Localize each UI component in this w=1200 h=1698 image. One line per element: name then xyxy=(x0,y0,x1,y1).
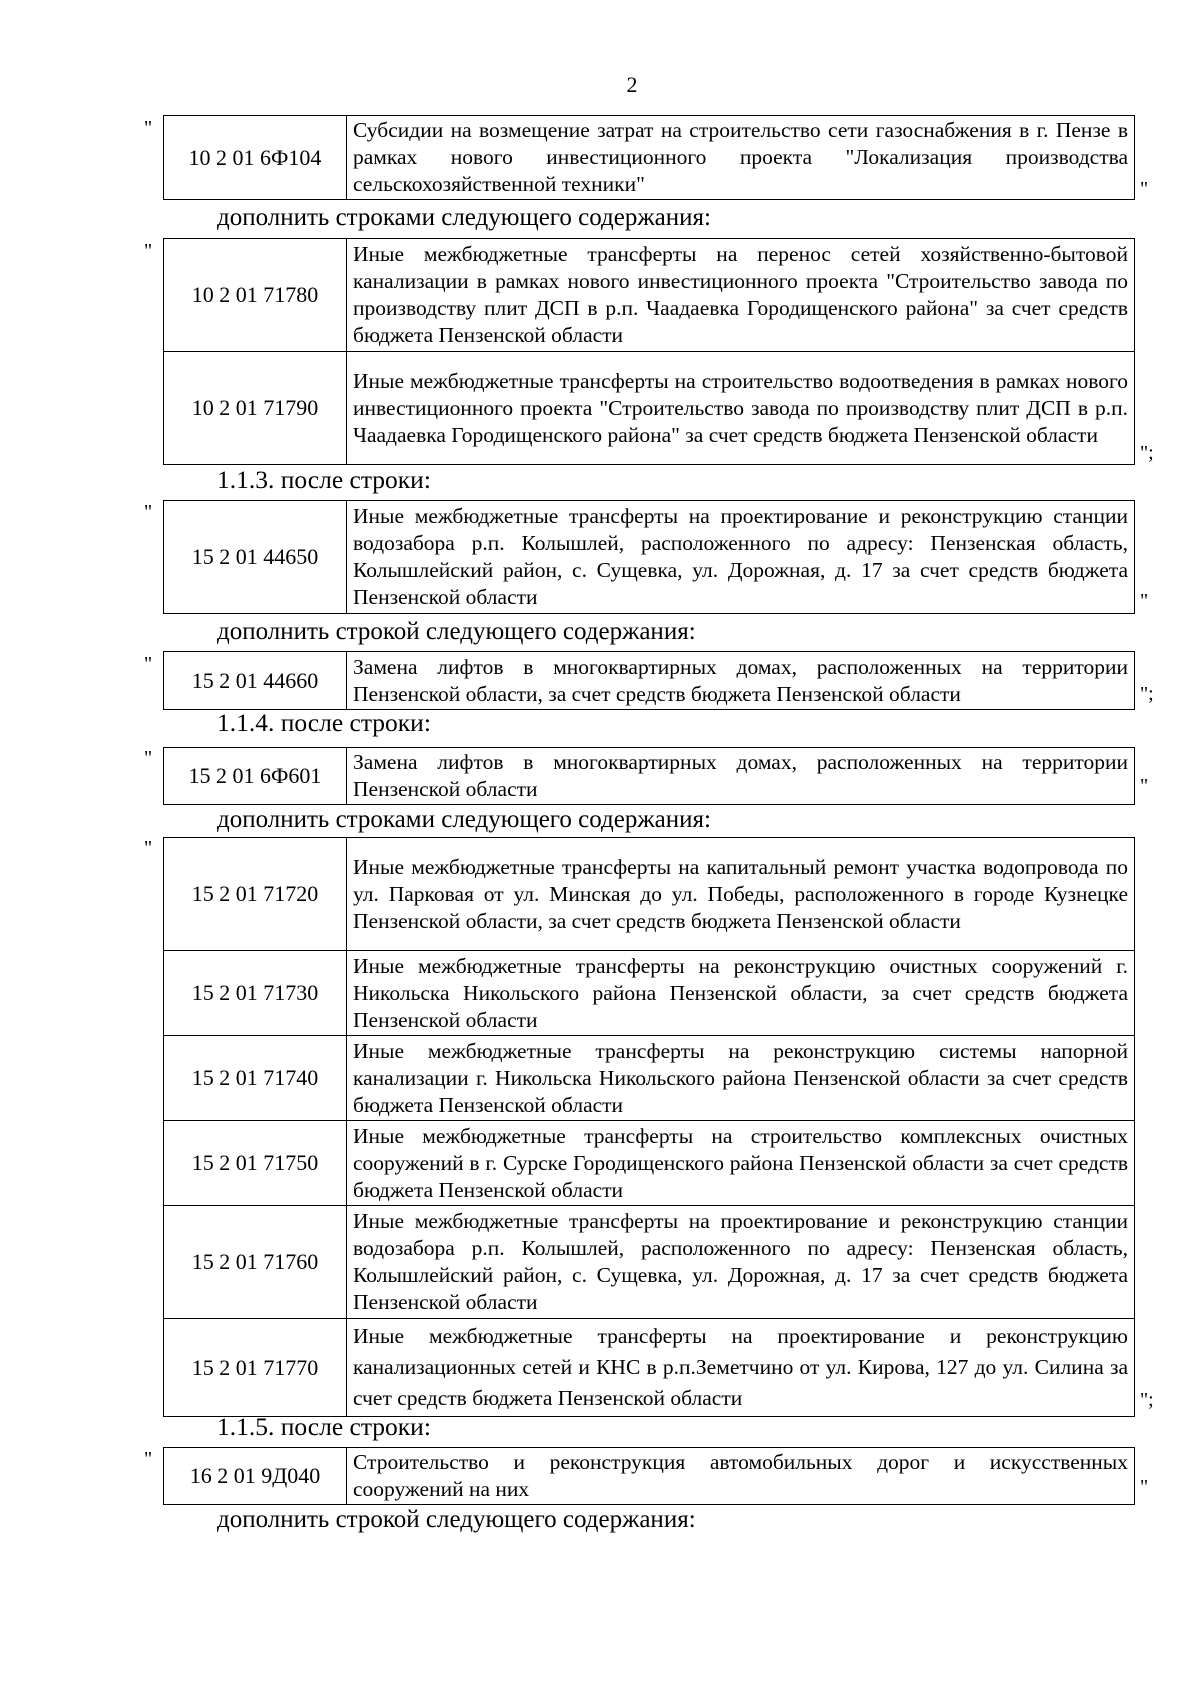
budget-description: Субсидии на возмещение затрат на строительство сети газоснабжения в г. Пензе в рамках нового инвестиционного проекта "Локализация производства сельскохозяйственной техники" xyxy=(347,116,1135,200)
closing-quote: "; xyxy=(1140,442,1154,464)
budget-description: Иные межбюджетные трансферты на строительство водоотведения в рамках нового инвестиционного проекта "Строительство завода по производству плит ДСП в р.п. Чаадаевка Городищенского района" за счет средств бюджета Пензенской области xyxy=(347,352,1135,465)
table-row xyxy=(164,239,1135,352)
budget-description: Иные межбюджетные трансферты на проектирование и реконструкцию станции водозабора р.п. Колышлей, расположенного по адресу: Пензенская область, Колышлейский район, с. Сущевка, ул. Дорожная, д. 17 за счет средств бюджета Пензенской области xyxy=(347,501,1135,614)
budget-description: Иные межбюджетные трансферты на проектирование и реконструкцию станции водозабора р.п. Колышлей, расположенного по адресу: Пензенская область, Колышлейский район, с. Сущевка, ул. Дорожная, д. 17 за счет средств бюджета Пензенской области xyxy=(347,1206,1135,1319)
budget-code: 10 2 01 71790 xyxy=(164,352,347,465)
budget-code: 15 2 01 44660 xyxy=(164,652,347,710)
budget-table-5 xyxy=(163,747,1135,805)
budget-description: Иные межбюджетные трансферты на перенос сетей хозяйственно-бытовой канализации в рамках нового инвестиционного проекта "Строительство завода по производству плит ДСП в р.п. Чаадаевка Городищенского района" за счет средств бюджета Пензенской области xyxy=(347,239,1135,352)
budget-code: 15 2 01 6Ф601 xyxy=(164,748,347,805)
closing-quote: " xyxy=(1140,590,1149,612)
budget-code: 10 2 01 71780 xyxy=(164,239,347,352)
page-number: 2 xyxy=(626,72,638,97)
budget-code: 15 2 01 71750 xyxy=(164,1121,347,1206)
table-row xyxy=(164,1036,1135,1121)
budget-table-4 xyxy=(163,651,1135,710)
closing-quote: " xyxy=(1140,178,1149,200)
section-1-1-3-heading: 1.1.3. после строки: xyxy=(217,465,431,494)
opening-quote: " xyxy=(144,117,153,139)
table-row xyxy=(164,838,1135,951)
budget-description: Иные межбюджетные трансферты на реконструкцию очистных сооружений г. Никольска Никольского района Пензенской области, за счет средств бюджета Пензенской области xyxy=(347,951,1135,1036)
budget-description: Иные межбюджетные трансферты на строительство комплексных очистных сооружений в г. Сурске Городищенского района Пензенской области за счет средств бюджета Пензенской области xyxy=(347,1121,1135,1206)
table-row xyxy=(164,116,1135,200)
budget-code: 15 2 01 71770 xyxy=(164,1319,347,1417)
budget-description: Строительство и реконструкция автомобильных дорог и искусственных сооружений на них xyxy=(347,1448,1135,1505)
opening-quote: " xyxy=(144,240,153,262)
table-row xyxy=(164,951,1135,1036)
closing-quote: "; xyxy=(1140,1389,1154,1411)
budget-description: Замена лифтов в многоквартирных домах, расположенных на территории Пензенской области xyxy=(347,748,1135,805)
budget-description: Иные межбюджетные трансферты на реконструкцию системы напорной канализации г. Никольска Никольского района Пензенской области за счет средств бюджета Пензенской области xyxy=(347,1036,1135,1121)
budget-code: 15 2 01 71760 xyxy=(164,1206,347,1319)
table-row xyxy=(164,652,1135,710)
budget-table-2 xyxy=(163,238,1135,465)
table-row xyxy=(164,1319,1135,1417)
budget-table-7 xyxy=(163,1447,1135,1505)
table-row xyxy=(164,1448,1135,1505)
table-row xyxy=(164,748,1135,805)
closing-quote: " xyxy=(1140,1476,1149,1498)
table-row xyxy=(164,352,1135,465)
budget-code: 15 2 01 71730 xyxy=(164,951,347,1036)
budget-table-3 xyxy=(163,500,1135,614)
budget-description: Иные межбюджетные трансферты на капитальный ремонт участка водопровода по ул. Парковая от ул. Минская до ул. Победы, расположенного в городе Кузнецке Пензенской области, за счет средств бюджета Пензенской области xyxy=(347,838,1135,951)
opening-quote: " xyxy=(144,1448,153,1470)
opening-quote: " xyxy=(144,653,153,675)
budget-code: 15 2 01 71720 xyxy=(164,838,347,951)
budget-description: Замена лифтов в многоквартирных домах, расположенных на территории Пензенской области, за счет средств бюджета Пензенской области xyxy=(347,652,1135,710)
instruction-add-row: дополнить строкой следующего содержания: xyxy=(217,618,696,645)
budget-code: 15 2 01 44650 xyxy=(164,501,347,614)
budget-table-1 xyxy=(163,115,1135,200)
budget-table-6 xyxy=(163,837,1135,1417)
closing-quote: "; xyxy=(1140,683,1154,705)
instruction-add-row: дополнить строкой следующего содержания: xyxy=(217,1506,696,1533)
opening-quote: " xyxy=(144,837,153,859)
section-1-1-5-heading: 1.1.5. после строки: xyxy=(217,1412,431,1441)
instruction-add-rows: дополнить строками следующего содержания: xyxy=(217,806,711,833)
budget-description: Иные межбюджетные трансферты на проектирование и реконструкцию канализационных сетей и КНС в р.п.Земетчино от ул. Кирова, 127 до ул. Силина за счет средств бюджета Пензенской области xyxy=(347,1319,1135,1417)
table-row xyxy=(164,1121,1135,1206)
closing-quote: " xyxy=(1140,775,1149,797)
table-row xyxy=(164,1206,1135,1319)
budget-code: 16 2 01 9Д040 xyxy=(164,1448,347,1505)
opening-quote: " xyxy=(144,747,153,769)
instruction-add-rows: дополнить строками следующего содержания: xyxy=(217,204,711,231)
section-1-1-4-heading: 1.1.4. после строки: xyxy=(217,708,431,737)
table-row xyxy=(164,501,1135,614)
budget-code: 15 2 01 71740 xyxy=(164,1036,347,1121)
budget-code: 10 2 01 6Ф104 xyxy=(164,116,347,200)
opening-quote: " xyxy=(144,501,153,523)
